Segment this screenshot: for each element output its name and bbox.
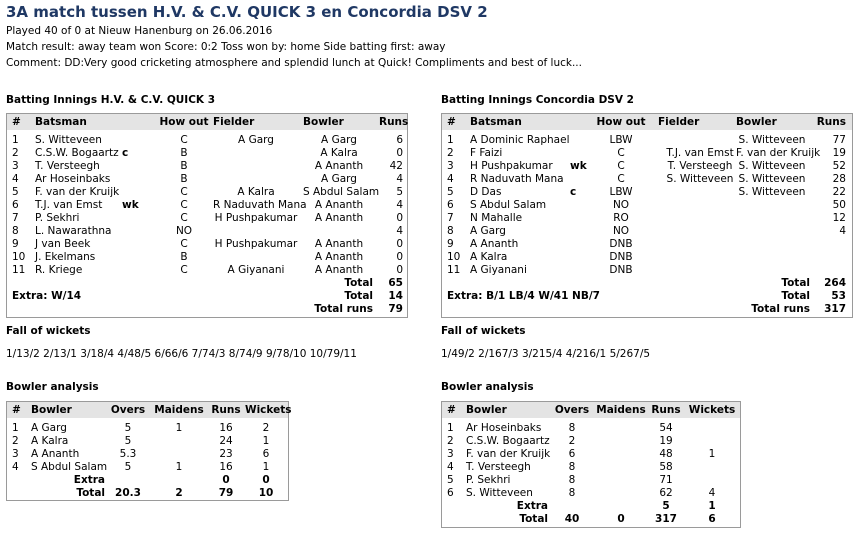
batsman-runs: 0	[396, 251, 403, 263]
col-header-fielder: Fielder	[213, 116, 255, 128]
bowler-runs: 71	[659, 474, 673, 486]
total-label: Total	[344, 277, 373, 289]
bowl-total-maidens: 0	[617, 513, 625, 525]
batsman-name: H Pushpakumar	[470, 160, 553, 172]
fielder-name: S. Witteveen	[666, 173, 734, 185]
row-num: 11	[447, 264, 461, 276]
batsman-runs: 5	[396, 186, 403, 198]
total-value: 65	[388, 277, 403, 289]
row-num: 3	[12, 160, 19, 172]
bowler-name: F. van der Kruijk	[736, 147, 821, 159]
bowl-total-overs: 20.3	[115, 487, 141, 499]
fow-title-home: Fall of wickets	[6, 325, 91, 337]
bowl-total-maidens: 2	[175, 487, 183, 499]
bowler-maidens: 1	[175, 422, 183, 434]
bowler-wickets: 2	[262, 422, 270, 434]
bowler-name: C.S.W. Bogaartz	[466, 435, 550, 447]
col-header-num: #	[12, 404, 21, 416]
total-runs-value: 79	[388, 303, 403, 315]
bowler-name: A Ananth	[314, 238, 364, 250]
extras-label: Extra: B/1 LB/4 W/41 NB/7	[447, 290, 600, 302]
batsman-name: R Naduvath Mana	[470, 173, 564, 185]
row-num: 4	[12, 461, 19, 473]
total-extras-value: 53	[831, 290, 846, 302]
batsman-role: wk	[570, 160, 587, 172]
col-header-runs: Runs	[816, 116, 846, 128]
bowl-extra-label: Extra	[73, 474, 105, 486]
bowler-runs: 24	[219, 435, 233, 447]
batsman-name: L. Nawarathna	[35, 225, 112, 237]
fielder-name: A Kalra	[237, 186, 275, 198]
bowler-name: S. Witteveen	[738, 160, 806, 172]
total-extras-label: Total	[344, 290, 373, 302]
bowler-name: A Ananth	[314, 264, 364, 276]
bowler-runs: 23	[219, 448, 233, 460]
batsman-runs: 0	[396, 212, 403, 224]
fielder-name: A Giyanani	[227, 264, 285, 276]
fow-home: 1/13/2 2/13/1 3/18/4 4/48/5 6/66/6 7/74/3 8/74/9 9/78/10 10/79/11	[6, 348, 357, 360]
bowl-total-label: Total	[76, 487, 105, 499]
total-extras-label: Total	[781, 290, 810, 302]
bowler-runs: 16	[219, 422, 233, 434]
col-header-fielder: Fielder	[658, 116, 700, 128]
bowler-runs: 54	[659, 422, 673, 434]
row-num: 4	[447, 461, 454, 473]
bowler-wickets: 4	[708, 487, 716, 499]
row-num: 2	[12, 147, 19, 159]
batsman-name: F Faizi	[470, 147, 503, 159]
bowler-wickets: 6	[262, 448, 270, 460]
bowl-total-label: Total	[519, 513, 548, 525]
how-out: LBW	[609, 134, 633, 146]
col-header-overs: Overs	[110, 404, 146, 416]
bowl-total-overs: 40	[564, 513, 580, 525]
row-num: 1	[447, 134, 454, 146]
col-header-howout: How out	[159, 116, 209, 128]
bowler-runs: 16	[219, 461, 233, 473]
fielder-name: R Naduvath Mana	[213, 199, 307, 211]
row-num: 3	[447, 448, 454, 460]
fielder-name: A Garg	[238, 134, 274, 146]
bowler-wickets: 1	[262, 435, 270, 447]
how-out: C	[617, 160, 625, 172]
row-num: 6	[12, 199, 19, 211]
row-num: 5	[12, 186, 19, 198]
batsman-runs: 4	[396, 173, 403, 185]
row-num: 1	[447, 422, 454, 434]
batsman-runs: 0	[396, 238, 403, 250]
row-num: 2	[12, 435, 19, 447]
row-num: 3	[12, 448, 19, 460]
batsman-name: A Dominic Raphael	[470, 134, 570, 146]
batsman-role: wk	[122, 199, 139, 211]
bowler-runs: 58	[659, 461, 673, 473]
how-out: B	[180, 160, 188, 172]
batsman-name: A Ananth	[470, 238, 519, 250]
bowler-name: T. Versteegh	[466, 461, 531, 473]
total-label: Total	[781, 277, 810, 289]
batsman-runs: 0	[396, 147, 403, 159]
batsman-name: S Abdul Salam	[470, 199, 547, 211]
row-num: 2	[447, 147, 454, 159]
bowl-title-home: Bowler analysis	[6, 381, 99, 393]
bowler-name: Ar Hoseinbaks	[466, 422, 542, 434]
batsman-name: T.J. van Emst	[35, 199, 103, 211]
fow-away: 1/49/2 2/167/3 3/215/4 4/216/1 5/267/5	[441, 348, 651, 360]
bowler-name: A Ananth	[314, 199, 364, 211]
batsman-name: D Das	[470, 186, 502, 198]
batsman-runs: 22	[832, 186, 846, 198]
bowler-overs: 5.3	[119, 448, 137, 460]
row-num: 3	[447, 160, 454, 172]
how-out: B	[180, 251, 188, 263]
row-num: 11	[12, 264, 26, 276]
bowler-overs: 2	[568, 435, 576, 447]
batsman-name: P. Sekhri	[35, 212, 80, 224]
bowl-total-wickets: 6	[708, 513, 716, 525]
how-out: C	[180, 134, 188, 146]
bowler-runs: 48	[659, 448, 673, 460]
batsman-name: A Garg	[470, 225, 506, 237]
row-num: 4	[447, 173, 454, 185]
col-header-bowler: Bowler	[466, 404, 507, 416]
row-num: 9	[447, 238, 454, 250]
bowler-maidens: 1	[175, 461, 183, 473]
bowler-wickets: 1	[262, 461, 270, 473]
how-out: LBW	[609, 186, 633, 198]
batsman-name: N Mahalle	[470, 212, 523, 224]
batsman-runs: 0	[396, 264, 403, 276]
bowler-name: A Ananth	[314, 251, 364, 263]
bowler-name: A Garg	[321, 173, 357, 185]
col-header-runs: Runs	[651, 404, 681, 416]
how-out: B	[180, 173, 188, 185]
batting-title-away: Batting Innings Concordia DSV 2	[441, 94, 634, 106]
how-out: C	[180, 212, 188, 224]
bowler-runs: 19	[659, 435, 673, 447]
batsman-runs: 52	[832, 160, 846, 172]
batsman-runs: 4	[839, 225, 846, 237]
bowler-name: A Kalra	[320, 147, 358, 159]
bowler-overs: 8	[568, 474, 576, 486]
bowl-total-runs: 317	[655, 513, 677, 525]
batsman-runs: 4	[396, 199, 403, 211]
batting-table-home	[6, 113, 408, 318]
bowler-name: A Ananth	[314, 160, 364, 172]
bowler-overs: 8	[568, 422, 576, 434]
batsman-runs: 50	[832, 199, 846, 211]
col-header-batsman: Batsman	[470, 116, 522, 128]
row-num: 1	[12, 134, 19, 146]
bowl-extra-runs: 5	[662, 500, 670, 512]
col-header-batsman: Batsman	[35, 116, 87, 128]
batsman-name: A Kalra	[470, 251, 508, 263]
col-header-runs: Runs	[211, 404, 241, 416]
total-runs-label: Total runs	[751, 303, 810, 315]
how-out: NO	[612, 225, 630, 237]
col-header-bowler: Bowler	[303, 116, 344, 128]
row-num: 7	[447, 212, 454, 224]
match-comment: Comment: DD:Very good cricketing atmosphere and splendid lunch at Quick! Compliments and best of luck...	[6, 57, 582, 69]
bowler-name: S Abdul Salam	[31, 461, 108, 473]
fielder-name: H Pushpakumar	[214, 212, 298, 224]
col-header-num: #	[447, 404, 456, 416]
bowler-name: A Ananth	[31, 448, 80, 460]
row-num: 5	[447, 186, 454, 198]
bowler-name: A Kalra	[31, 435, 69, 447]
fielder-name: T. Versteegh	[667, 160, 733, 172]
batting-table-away	[441, 113, 853, 318]
row-num: 6	[447, 487, 454, 499]
batsman-name: R. Kriege	[35, 264, 83, 276]
col-header-bowler: Bowler	[31, 404, 72, 416]
batsman-name: T. Versteegh	[35, 160, 100, 172]
batsman-role: c	[570, 186, 577, 198]
col-header-overs: Overs	[554, 404, 590, 416]
total-runs-label: Total runs	[314, 303, 373, 315]
batsman-name: A Giyanani	[470, 264, 527, 276]
bowler-name: A Ananth	[314, 212, 364, 224]
bowler-name: S. Witteveen	[738, 186, 806, 198]
bowl-total-runs: 79	[218, 487, 234, 499]
how-out: NO	[612, 199, 630, 211]
bowler-runs: 62	[659, 487, 673, 499]
batsman-role: c	[122, 147, 129, 159]
batsman-runs: 77	[832, 134, 846, 146]
bowling-table-away	[441, 401, 741, 528]
how-out: C	[180, 264, 188, 276]
bowl-extra-wickets: 0	[262, 474, 270, 486]
how-out: C	[180, 199, 188, 211]
batting-title-home: Batting Innings H.V. & C.V. QUICK 3	[6, 94, 216, 106]
batsman-runs: 28	[832, 173, 846, 185]
col-header-maidens: Maidens	[154, 404, 204, 416]
row-num: 6	[447, 199, 454, 211]
bowler-name: P. Sekhri	[466, 474, 511, 486]
batsman-runs: 19	[832, 147, 846, 159]
batsman-runs: 4	[396, 225, 403, 237]
col-header-maidens: Maidens	[596, 404, 646, 416]
bowler-overs: 8	[568, 487, 576, 499]
how-out: NO	[175, 225, 193, 237]
row-num: 5	[447, 474, 454, 486]
batsman-runs: 42	[389, 160, 403, 172]
bowler-name: S Abdul Salam	[303, 186, 380, 198]
bowler-name: A Garg	[321, 134, 357, 146]
col-header-bowler: Bowler	[736, 116, 777, 128]
row-num: 7	[12, 212, 19, 224]
batsman-runs: 12	[832, 212, 846, 224]
row-num: 8	[447, 225, 454, 237]
how-out: RO	[613, 212, 629, 224]
how-out: DNB	[609, 251, 633, 263]
how-out: C	[180, 238, 188, 250]
fielder-name: T.J. van Emst	[666, 147, 734, 159]
bowl-total-wickets: 10	[258, 487, 274, 499]
match-result-info: Match result: away team won Score: 0:2 Toss won by: home Side batting first: away	[6, 41, 446, 53]
how-out: B	[180, 147, 188, 159]
row-num: 10	[12, 251, 26, 263]
bowler-overs: 5	[124, 422, 132, 434]
bowler-name: A Garg	[31, 422, 67, 434]
how-out: DNB	[609, 264, 633, 276]
row-num: 4	[12, 173, 19, 185]
batsman-name: Ar Hoseinbaks	[35, 173, 111, 185]
row-num: 9	[12, 238, 19, 250]
bowling-table-home	[6, 401, 292, 501]
page-title: 3A match tussen H.V. & C.V. QUICK 3 en Concordia DSV 2	[6, 3, 488, 21]
bowler-wickets: 1	[708, 448, 716, 460]
row-num: 10	[447, 251, 461, 263]
col-header-num: #	[12, 116, 21, 128]
bowler-name: S. Witteveen	[738, 173, 806, 185]
extras-label: Extra: W/14	[12, 290, 82, 302]
col-header-num: #	[447, 116, 456, 128]
bowler-name: F. van der Kruijk	[466, 448, 551, 460]
how-out: C	[180, 186, 188, 198]
bowler-name: S. Witteveen	[738, 134, 806, 146]
col-header-wickets: Wickets	[245, 404, 292, 416]
batsman-name: S. Witteveen	[35, 134, 102, 146]
bowler-overs: 8	[568, 461, 576, 473]
how-out: DNB	[609, 238, 633, 250]
bowler-overs: 5	[124, 461, 132, 473]
match-played-info: Played 40 of 0 at Nieuw Hanenburg on 26.06.2016	[6, 25, 273, 37]
row-num: 1	[12, 422, 19, 434]
batsman-name: J. Ekelmans	[35, 251, 96, 263]
col-header-wickets: Wickets	[688, 404, 736, 416]
fielder-name: H Pushpakumar	[214, 238, 298, 250]
how-out: C	[617, 173, 625, 185]
bowl-extra-wickets: 1	[708, 500, 716, 512]
total-value: 264	[824, 277, 846, 289]
how-out: C	[617, 147, 625, 159]
batsman-name: C.S.W. Bogaartz	[35, 147, 119, 159]
bowler-overs: 6	[568, 448, 576, 460]
bowler-name: S. Witteveen	[466, 487, 533, 499]
total-runs-value: 317	[824, 303, 846, 315]
bowler-overs: 5	[124, 435, 132, 447]
batsman-runs: 6	[396, 134, 403, 146]
col-header-howout: How out	[596, 116, 646, 128]
row-num: 2	[447, 435, 454, 447]
row-num: 8	[12, 225, 19, 237]
bowl-extra-label: Extra	[516, 500, 548, 512]
batsman-name: J van Beek	[35, 238, 91, 250]
fow-title-away: Fall of wickets	[441, 325, 526, 337]
bowl-extra-runs: 0	[222, 474, 230, 486]
total-extras-value: 14	[388, 290, 403, 302]
batsman-name: F. van der Kruijk	[35, 186, 120, 198]
col-header-runs: Runs	[379, 116, 409, 128]
bowl-title-away: Bowler analysis	[441, 381, 534, 393]
